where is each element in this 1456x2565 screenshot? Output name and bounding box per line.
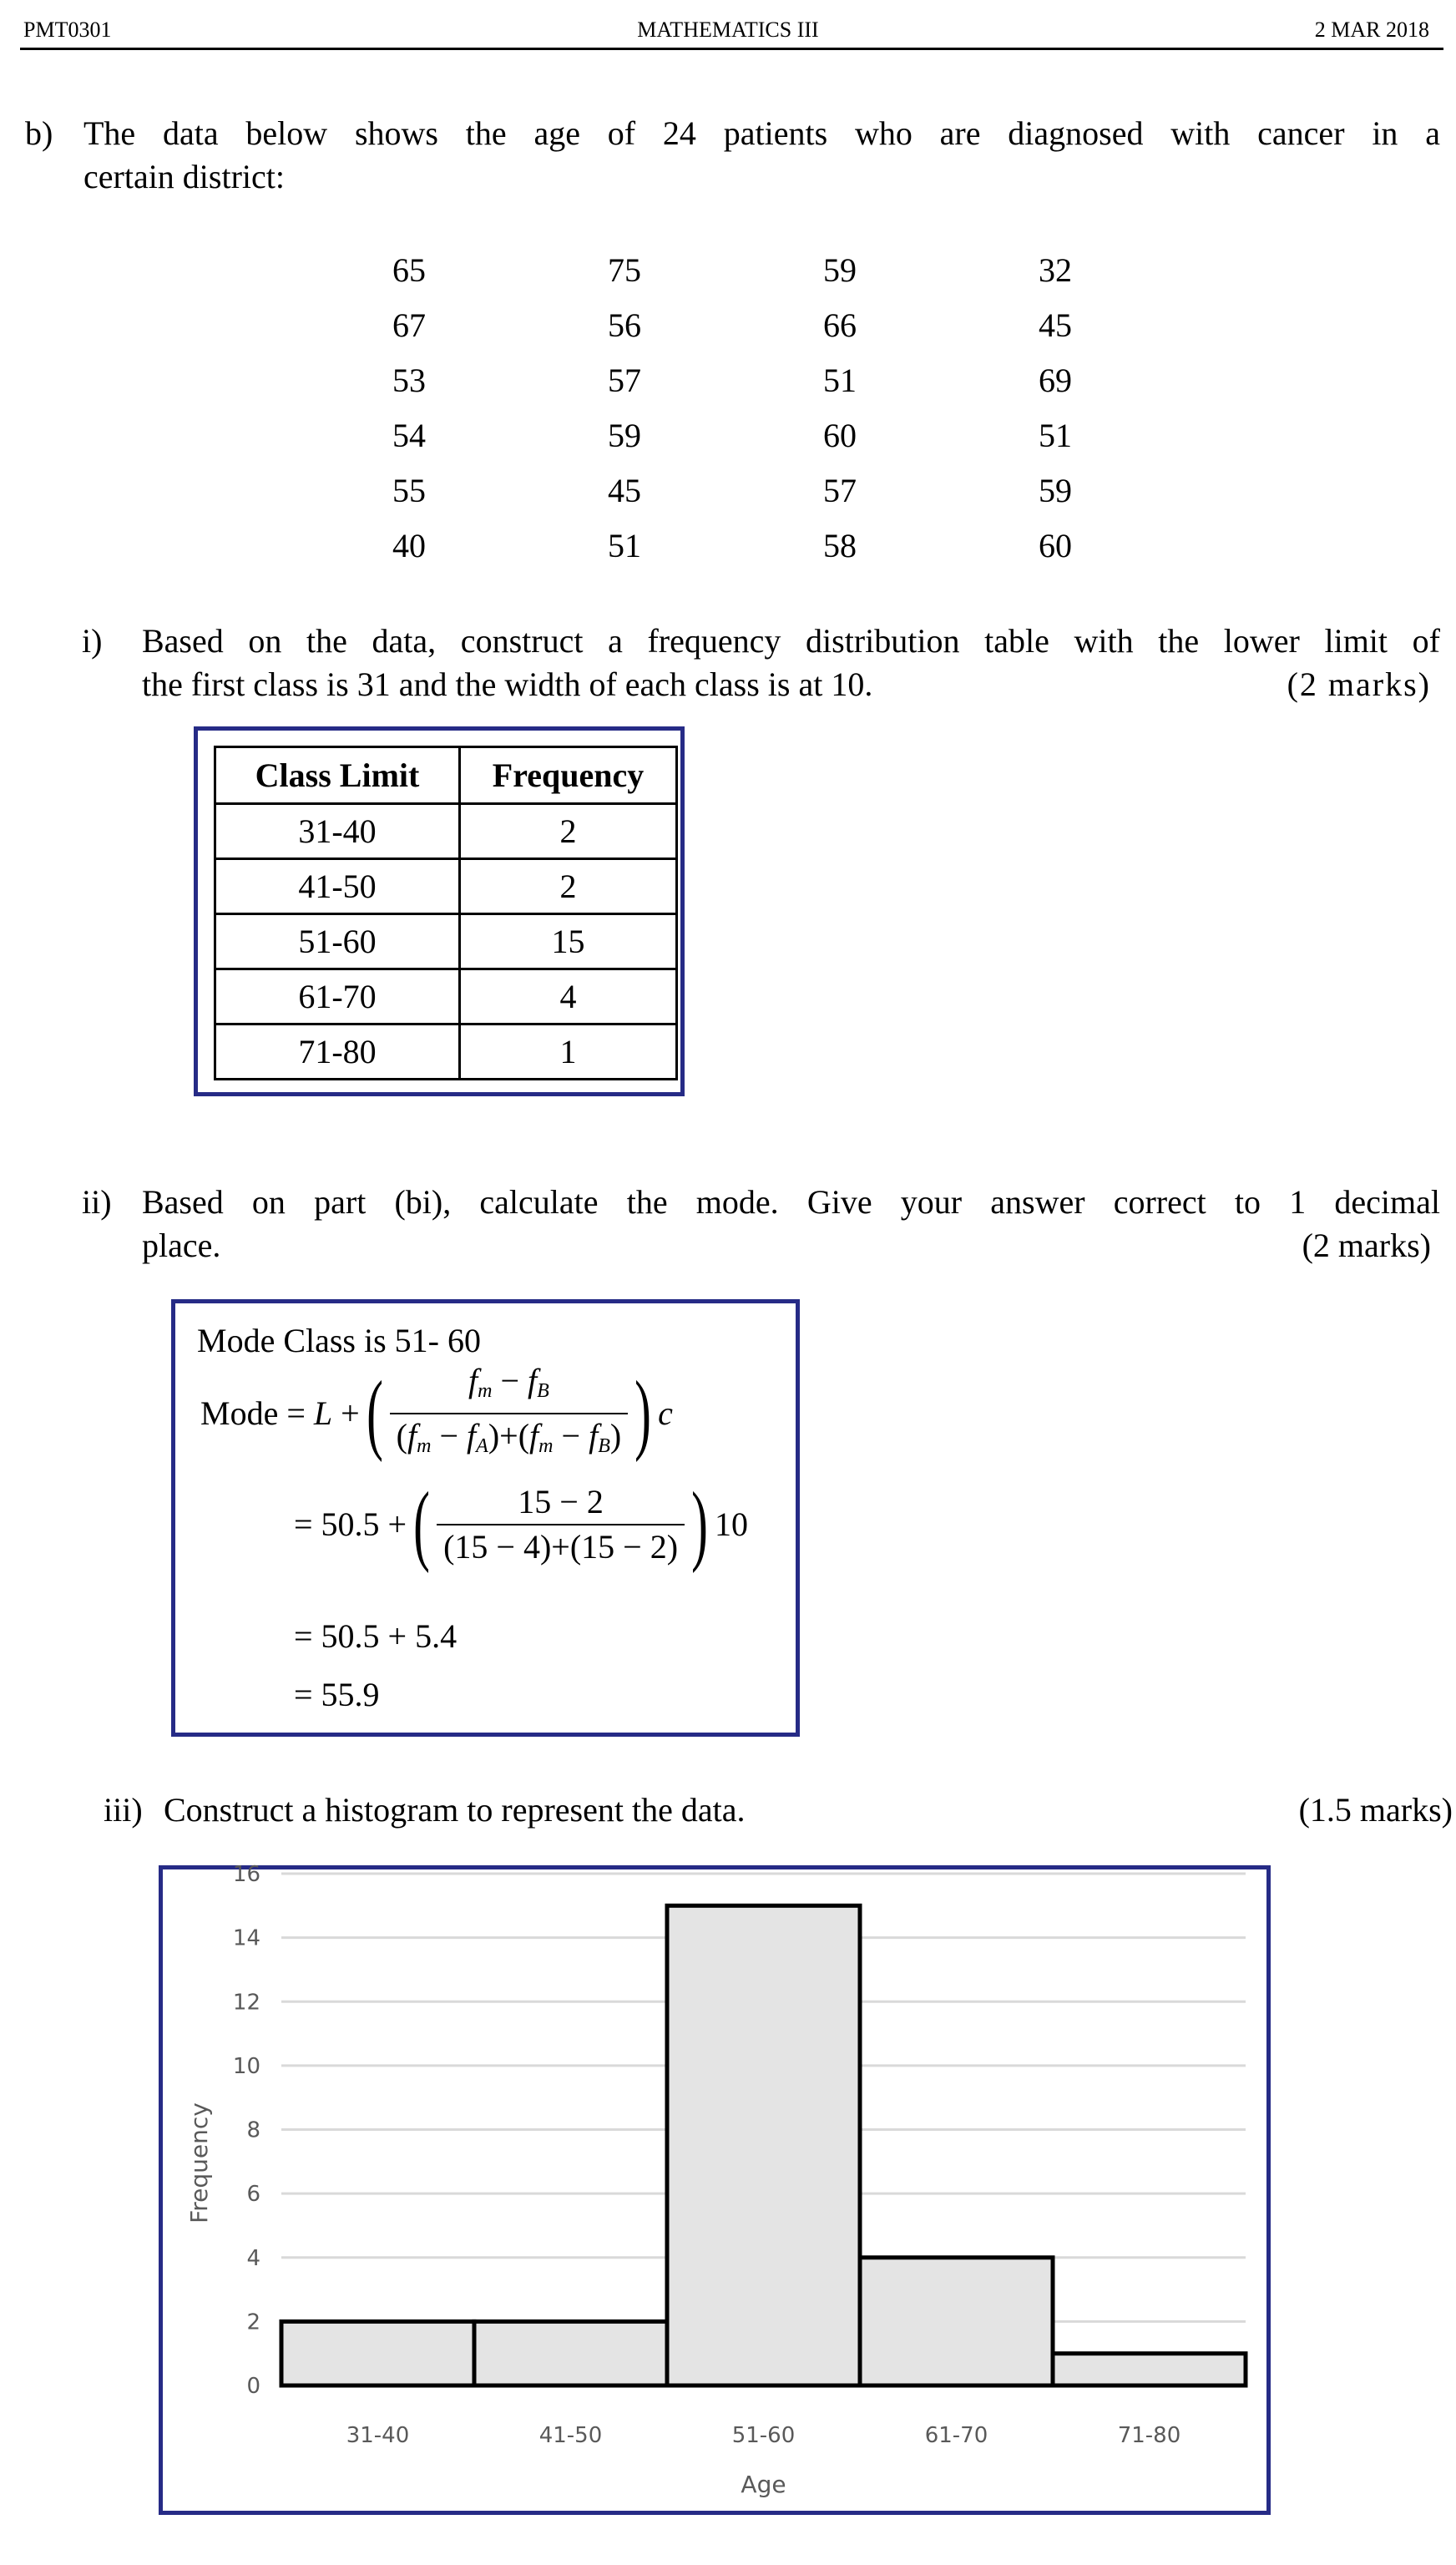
data-value: 56 bbox=[608, 306, 641, 344]
data-value: 65 bbox=[392, 251, 426, 289]
histogram-bar bbox=[1053, 2354, 1246, 2385]
right-paren: ) bbox=[634, 1363, 652, 1463]
y-tick-label: 10 bbox=[232, 2053, 260, 2079]
y-tick-label: 8 bbox=[246, 2117, 260, 2143]
part-ii-marks: (2 marks) bbox=[1302, 1227, 1431, 1264]
data-value: 53 bbox=[392, 362, 426, 399]
frequency-cell: 4 bbox=[460, 969, 677, 1024]
formula-multiplier: c bbox=[658, 1394, 673, 1432]
question-b-line1: The data below shows the age of 24 patients who are diagnosed with cancer in a bbox=[83, 114, 1440, 152]
data-value: 59 bbox=[1039, 472, 1072, 509]
y-tick-label: 4 bbox=[246, 2245, 260, 2271]
class-limit-cell: 51-60 bbox=[215, 914, 460, 969]
x-axis-title: Age bbox=[741, 2471, 786, 2498]
frequency-cell: 2 bbox=[460, 859, 677, 914]
substitution-numerator: 15 − 2 bbox=[518, 1483, 604, 1520]
part-i-line2: the first class is 31 and the width of each class is at 10. bbox=[142, 665, 873, 703]
formula-numerator: $f_m - f_B$ bbox=[468, 1362, 549, 1402]
class-limit-cell: 41-50 bbox=[215, 859, 460, 914]
data-value: 75 bbox=[608, 251, 641, 289]
substitution-denominator: (15 − 4)+(15 − 2) bbox=[437, 1524, 685, 1569]
data-value: 40 bbox=[392, 527, 426, 564]
left-paren: ( bbox=[413, 1475, 431, 1574]
header-frequency: Frequency bbox=[460, 747, 677, 804]
data-value: 51 bbox=[608, 527, 641, 564]
x-tick-label: 31-40 bbox=[346, 2423, 410, 2448]
frequency-cell: 1 bbox=[460, 1024, 677, 1080]
data-value: 45 bbox=[1039, 306, 1072, 344]
y-tick-labels bbox=[233, 1862, 260, 2399]
data-value: 69 bbox=[1039, 362, 1072, 399]
y-tick-label: 14 bbox=[232, 1925, 260, 1951]
question-b-label: b) bbox=[25, 114, 53, 152]
subject-title: MATHEMATICS III bbox=[637, 18, 819, 42]
part-i-label: i) bbox=[82, 622, 103, 660]
class-limit-cell: 31-40 bbox=[215, 804, 460, 859]
x-tick-label: 71-80 bbox=[1117, 2423, 1181, 2448]
histogram-bar bbox=[667, 1905, 860, 2385]
y-tick-label: 2 bbox=[246, 2310, 260, 2335]
data-value: 67 bbox=[392, 306, 426, 344]
y-tick-label: 0 bbox=[246, 2374, 260, 2399]
class-limit-cell: 61-70 bbox=[215, 969, 460, 1024]
substitution-multiplier: 10 bbox=[715, 1505, 749, 1543]
bars bbox=[281, 1905, 1246, 2385]
part-iii-text: Construct a histogram to represent the data. bbox=[164, 1791, 746, 1829]
part-i-marks: (2 marks) bbox=[1287, 665, 1431, 703]
part-ii-label: ii) bbox=[82, 1183, 112, 1221]
data-value: 66 bbox=[823, 306, 857, 344]
x-tick-label: 61-70 bbox=[924, 2423, 988, 2448]
data-value: 59 bbox=[608, 417, 641, 454]
formula-denominator: $(f_m - f_A)+(f_m - f_B)$ bbox=[390, 1413, 629, 1468]
x-tick-label: 51-60 bbox=[731, 2423, 796, 2448]
frequency-cell: 15 bbox=[460, 914, 677, 969]
data-value: 32 bbox=[1039, 251, 1072, 289]
data-value: 51 bbox=[823, 362, 857, 399]
x-tick-labels bbox=[346, 2423, 1181, 2448]
frequency-cell: 2 bbox=[460, 804, 677, 859]
data-value: 60 bbox=[823, 417, 857, 454]
histogram-bar bbox=[281, 2321, 474, 2385]
y-tick-label: 16 bbox=[232, 1862, 260, 1887]
class-limit-cell: 71-80 bbox=[215, 1024, 460, 1080]
data-value: 55 bbox=[392, 472, 426, 509]
y-tick-label: 12 bbox=[232, 1990, 260, 2016]
data-value: 45 bbox=[608, 472, 641, 509]
mode-formula: Mode = L +( $\frac{f_m - f_B}{(f_m - f_A)+(f_m - f_B)}$ ) c bbox=[200, 1359, 673, 1468]
left-paren: ( bbox=[366, 1363, 383, 1463]
data-value: 57 bbox=[823, 472, 857, 509]
y-tick-label: 6 bbox=[246, 2182, 260, 2208]
data-value: 54 bbox=[392, 417, 426, 454]
x-tick-label: 41-50 bbox=[538, 2423, 603, 2448]
header-class-limit: Class Limit bbox=[215, 747, 460, 804]
part-iii-marks: (1.5 marks) bbox=[1298, 1791, 1453, 1829]
part-iii-label: iii) bbox=[104, 1791, 143, 1829]
part-ii-line2: place. bbox=[142, 1227, 221, 1264]
substitution-lhs: = 50.5 + bbox=[294, 1505, 407, 1543]
histogram-bar bbox=[474, 2321, 667, 2385]
course-code: PMT0301 bbox=[23, 18, 112, 42]
data-value: 57 bbox=[608, 362, 641, 399]
data-value: 60 bbox=[1039, 527, 1072, 564]
question-b-line2: certain district: bbox=[83, 158, 286, 195]
mode-step3: = 50.5 + 5.4 bbox=[294, 1617, 458, 1655]
data-value: 59 bbox=[823, 251, 857, 289]
part-i-line1: Based on the data, construct a frequency distribution table with the lower limit of bbox=[142, 622, 1440, 660]
exam-date: 2 MAR 2018 bbox=[1314, 18, 1429, 42]
right-paren: ) bbox=[691, 1475, 708, 1574]
data-value: 58 bbox=[823, 527, 857, 564]
mode-result: = 55.9 bbox=[294, 1676, 380, 1713]
data-value: 51 bbox=[1039, 417, 1072, 454]
y-axis-title: Frequency bbox=[185, 2102, 213, 2224]
mode-class-text: Mode Class is 51- 60 bbox=[197, 1322, 481, 1359]
part-ii-line1: Based on part (bi), calculate the mode. Give your answer correct to 1 decimal bbox=[142, 1183, 1440, 1221]
histogram-bar bbox=[860, 2258, 1053, 2385]
